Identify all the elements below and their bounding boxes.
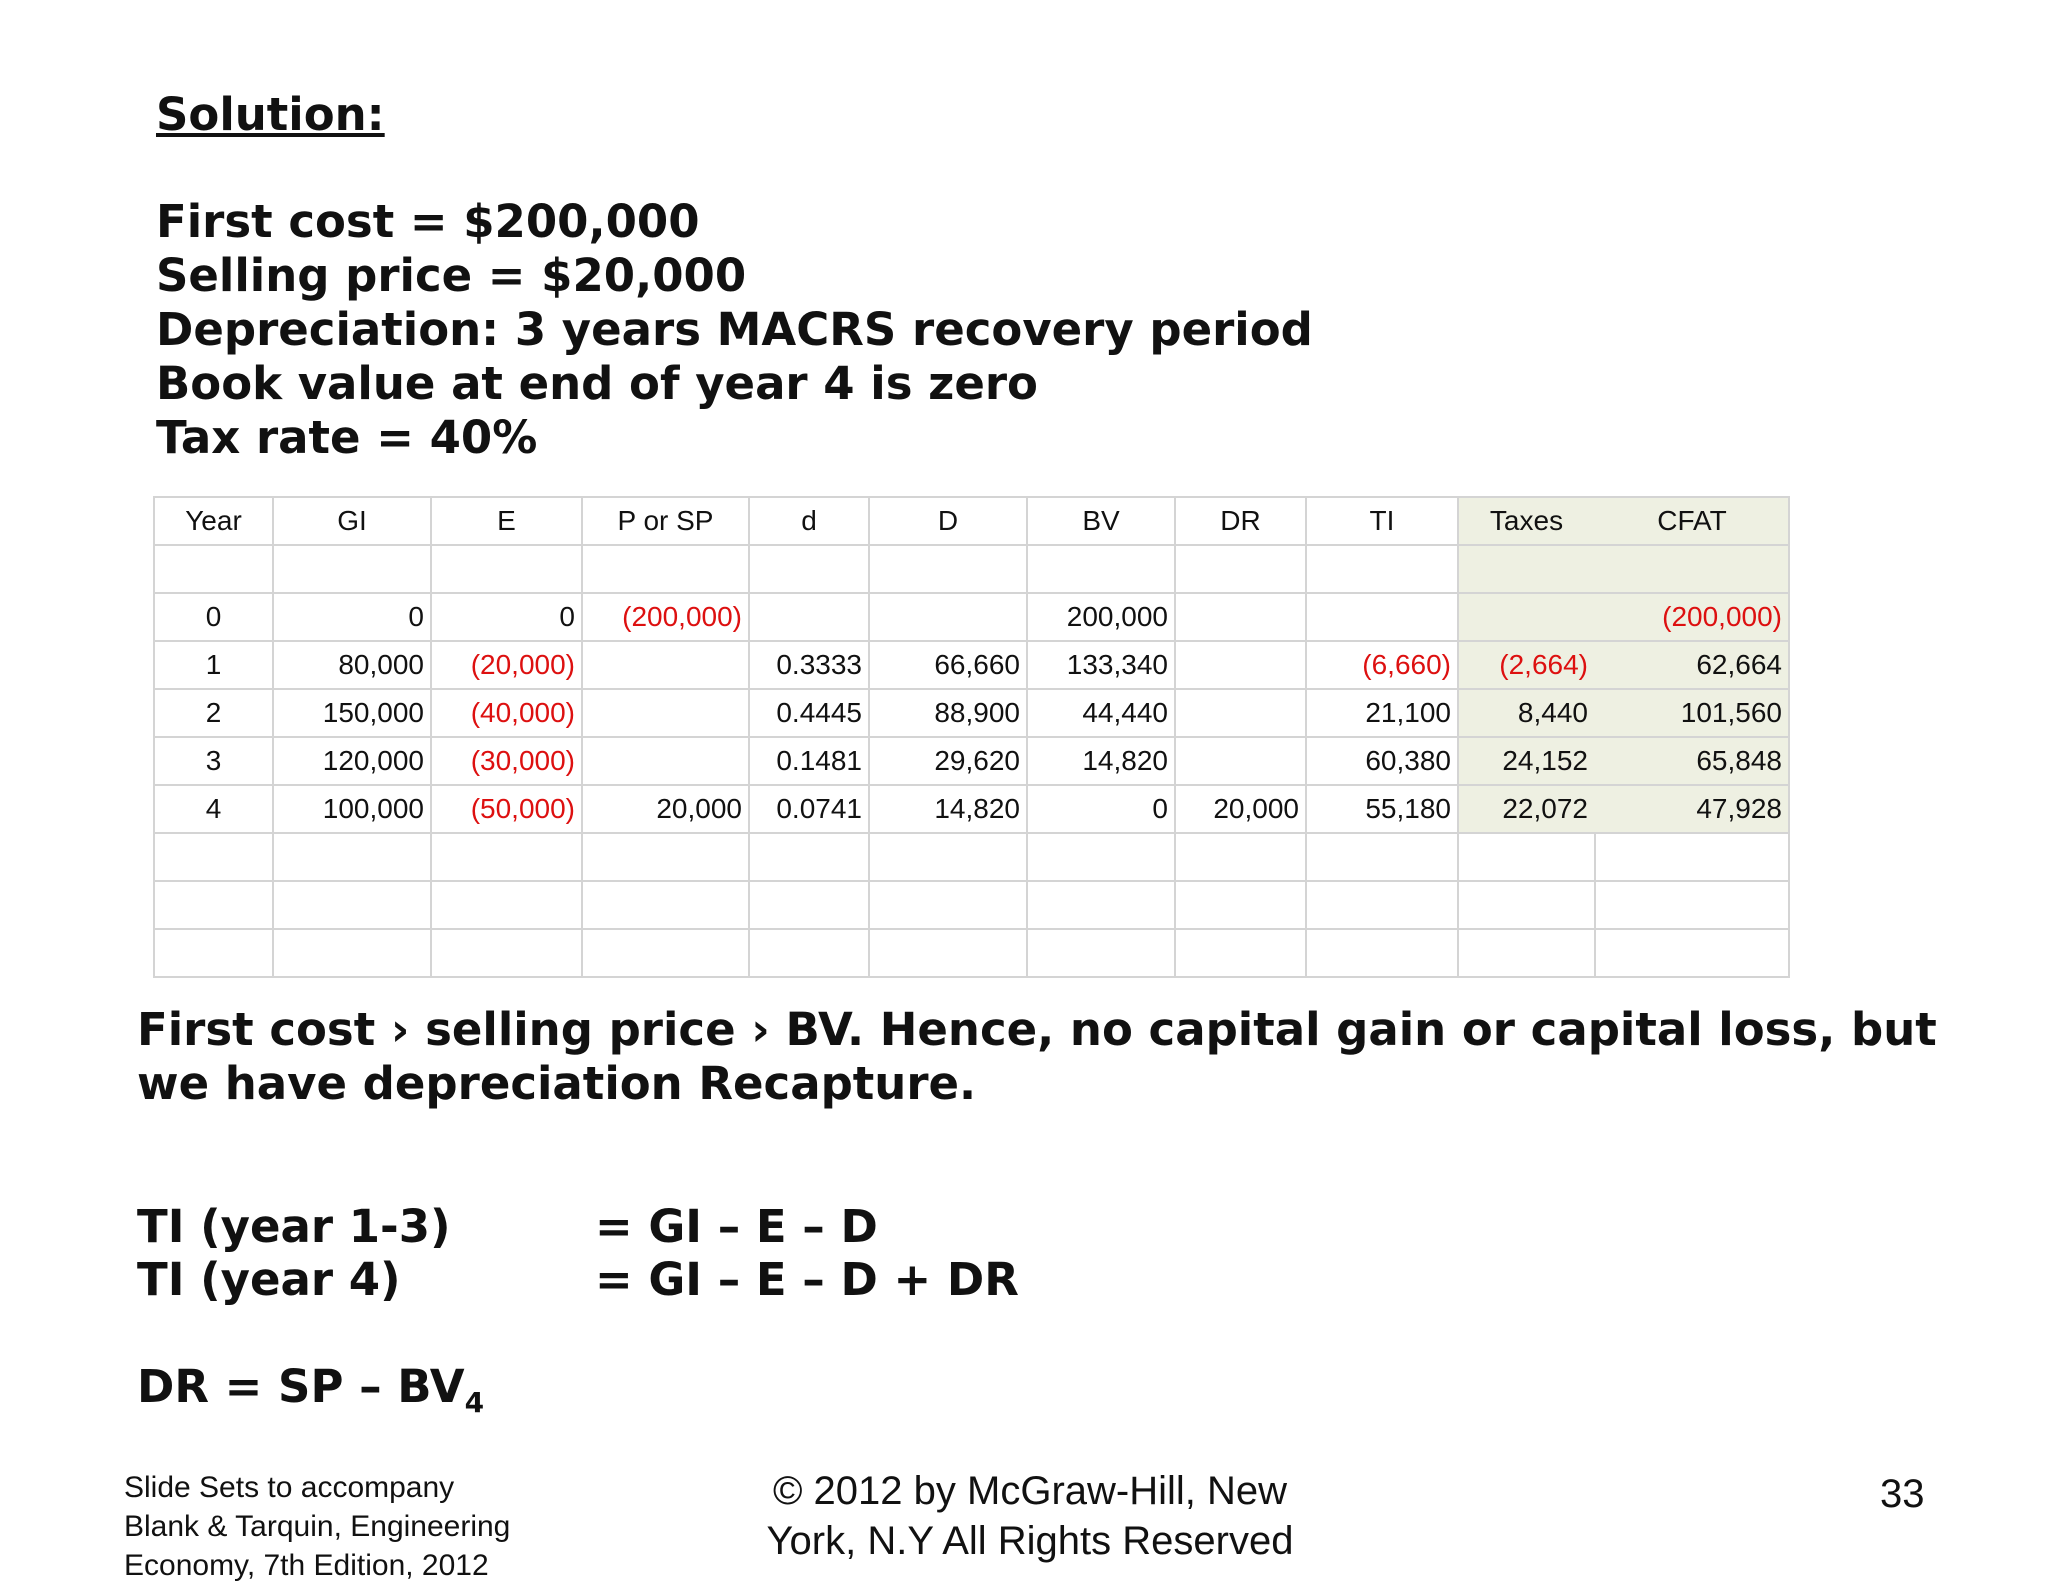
table-cell	[1175, 833, 1306, 881]
given-first-cost: First cost = $200,000	[156, 195, 700, 248]
table-cell	[1175, 881, 1306, 929]
table-row	[154, 785, 1789, 833]
table-cell: 20,000	[582, 785, 749, 833]
table-cell	[1175, 929, 1306, 977]
table-cell	[582, 641, 749, 689]
table-cell: (40,000)	[431, 689, 582, 737]
table-cell	[749, 833, 869, 881]
column-header: Taxes	[1458, 497, 1595, 545]
table-cell	[1027, 929, 1175, 977]
column-header: d	[749, 497, 869, 545]
column-header: E	[431, 497, 582, 545]
table-cell: 47,928	[1595, 785, 1789, 833]
table-cell: (20,000)	[431, 641, 582, 689]
depreciation-recapture-formula	[137, 1360, 484, 1419]
table-cell: 3	[154, 737, 273, 785]
table-cell: 80,000	[273, 641, 431, 689]
table-cell: 0	[431, 593, 582, 641]
table-cell: 8,440	[1458, 689, 1595, 737]
table-cell	[273, 833, 431, 881]
table-cell	[154, 545, 273, 593]
table-cell: 0.0741	[749, 785, 869, 833]
table-cell: (6,660)	[1306, 641, 1458, 689]
table-cell: 62,664	[1595, 641, 1789, 689]
table-cell	[1306, 833, 1458, 881]
table-cell	[1595, 833, 1789, 881]
table-cell	[1306, 545, 1458, 593]
dr-formula-subscript: 4	[464, 1386, 485, 1419]
table-cell: 66,660	[869, 641, 1027, 689]
table-header-row	[154, 497, 1789, 545]
table-cell	[1027, 833, 1175, 881]
table-cell: (50,000)	[431, 785, 582, 833]
table-cell: 60,380	[1306, 737, 1458, 785]
table-cell: 14,820	[1027, 737, 1175, 785]
table-cell	[1458, 545, 1595, 593]
table-cell	[1306, 881, 1458, 929]
column-header: Year	[154, 497, 273, 545]
table-cell: 88,900	[869, 689, 1027, 737]
table-cell	[1595, 929, 1789, 977]
table-row	[154, 545, 1789, 593]
solution-heading: Solution:	[156, 88, 385, 141]
table-cell: 14,820	[869, 785, 1027, 833]
table-cell	[431, 833, 582, 881]
table-cell: 0	[154, 593, 273, 641]
table-cell	[582, 545, 749, 593]
formula-rhs: = GI – E – D + DR	[595, 1253, 1019, 1306]
column-header: P or SP	[582, 497, 749, 545]
table-cell	[1458, 881, 1595, 929]
table-cell: (200,000)	[1595, 593, 1789, 641]
table-cell	[869, 833, 1027, 881]
footer-line: Economy, 7th Edition, 2012	[124, 1549, 489, 1582]
footer-line: Slide Sets to accompany	[124, 1471, 455, 1504]
given-depreciation: Depreciation: 3 years MACRS recovery period	[156, 303, 1313, 356]
table-cell	[154, 929, 273, 977]
table-cell: 21,100	[1306, 689, 1458, 737]
table-cell	[1306, 929, 1458, 977]
given-selling-price: Selling price = $20,000	[156, 249, 747, 302]
table-cell: (2,664)	[1458, 641, 1595, 689]
table-cell	[749, 881, 869, 929]
table-cell	[582, 833, 749, 881]
table-cell: 0.4445	[749, 689, 869, 737]
table-row	[154, 641, 1789, 689]
table-cell	[1458, 593, 1595, 641]
table-cell	[431, 881, 582, 929]
table-cell: 133,340	[1027, 641, 1175, 689]
table-cell: 4	[154, 785, 273, 833]
page-number: 33	[1880, 1472, 1925, 1516]
table-cell	[582, 737, 749, 785]
cfat-spreadsheet-table	[153, 496, 1790, 978]
table-cell	[1595, 545, 1789, 593]
table-cell	[1458, 833, 1595, 881]
table-cell: 44,440	[1027, 689, 1175, 737]
column-header: CFAT	[1595, 497, 1789, 545]
table-row	[154, 929, 1789, 977]
formula-ti-years-1-3	[137, 1200, 1019, 1253]
table-cell	[869, 593, 1027, 641]
table-cell	[431, 545, 582, 593]
table-cell: 0	[1027, 785, 1175, 833]
table-cell: 29,620	[869, 737, 1027, 785]
table-cell: 1	[154, 641, 273, 689]
column-header: DR	[1175, 497, 1306, 545]
given-data-list	[156, 195, 1313, 465]
copyright-line: York, N.Y All Rights Reserved	[766, 1519, 1294, 1563]
table-row	[154, 593, 1789, 641]
formula-lhs: TI (year 4)	[137, 1253, 401, 1306]
table-cell	[1175, 737, 1306, 785]
table-row	[154, 737, 1789, 785]
table-cell	[431, 929, 582, 977]
table-cell	[869, 929, 1027, 977]
table-cell	[582, 689, 749, 737]
table-cell	[1175, 593, 1306, 641]
footer-copyright	[700, 1466, 1360, 1566]
table-cell	[749, 929, 869, 977]
column-header: TI	[1306, 497, 1458, 545]
table-row	[154, 833, 1789, 881]
footer-course-info	[124, 1468, 510, 1585]
column-header: D	[869, 497, 1027, 545]
formula-ti-year-4	[137, 1253, 1019, 1306]
given-book-value: Book value at end of year 4 is zero	[156, 357, 1038, 410]
table-cell: 0.3333	[749, 641, 869, 689]
table-cell: 22,072	[1458, 785, 1595, 833]
table-cell: 120,000	[273, 737, 431, 785]
table-cell: (200,000)	[582, 593, 749, 641]
capital-gain-note: First cost › selling price › BV. Hence, no capital gain or capital loss, but we have depreciation Recapture.	[137, 1003, 1937, 1110]
table-cell	[154, 881, 273, 929]
table-cell	[1027, 881, 1175, 929]
table-cell	[582, 929, 749, 977]
table-cell	[1027, 545, 1175, 593]
table-cell	[1306, 593, 1458, 641]
formula-lhs: TI (year 1-3)	[137, 1200, 451, 1253]
table-cell: 20,000	[1175, 785, 1306, 833]
table-cell	[749, 593, 869, 641]
table-cell: 0	[273, 593, 431, 641]
table-cell: 200,000	[1027, 593, 1175, 641]
table-cell	[273, 881, 431, 929]
table-cell	[582, 881, 749, 929]
table-cell	[1175, 545, 1306, 593]
table-cell	[273, 929, 431, 977]
table-cell: (30,000)	[431, 737, 582, 785]
table-cell: 0.1481	[749, 737, 869, 785]
table-cell: 55,180	[1306, 785, 1458, 833]
given-tax-rate: Tax rate = 40%	[156, 411, 538, 464]
column-header: GI	[273, 497, 431, 545]
table-cell	[154, 833, 273, 881]
table-cell	[869, 881, 1027, 929]
table-cell: 2	[154, 689, 273, 737]
table-cell: 65,848	[1595, 737, 1789, 785]
table-cell: 100,000	[273, 785, 431, 833]
table-cell	[1458, 929, 1595, 977]
table-cell	[1595, 881, 1789, 929]
copyright-line: © 2012 by McGraw-Hill, New	[772, 1469, 1288, 1513]
table-cell: 101,560	[1595, 689, 1789, 737]
dr-formula-text: DR = SP – BV	[137, 1360, 465, 1413]
table-cell	[869, 545, 1027, 593]
table-row	[154, 689, 1789, 737]
table-cell	[749, 545, 869, 593]
table-cell	[1175, 689, 1306, 737]
taxable-income-formulas	[137, 1200, 1019, 1306]
table-cell	[273, 545, 431, 593]
table-cell: 150,000	[273, 689, 431, 737]
formula-rhs: = GI – E – D	[595, 1200, 878, 1253]
table-row	[154, 881, 1789, 929]
table-cell	[1175, 641, 1306, 689]
column-header: BV	[1027, 497, 1175, 545]
footer-line: Blank & Tarquin, Engineering	[124, 1510, 511, 1543]
table-cell: 24,152	[1458, 737, 1595, 785]
